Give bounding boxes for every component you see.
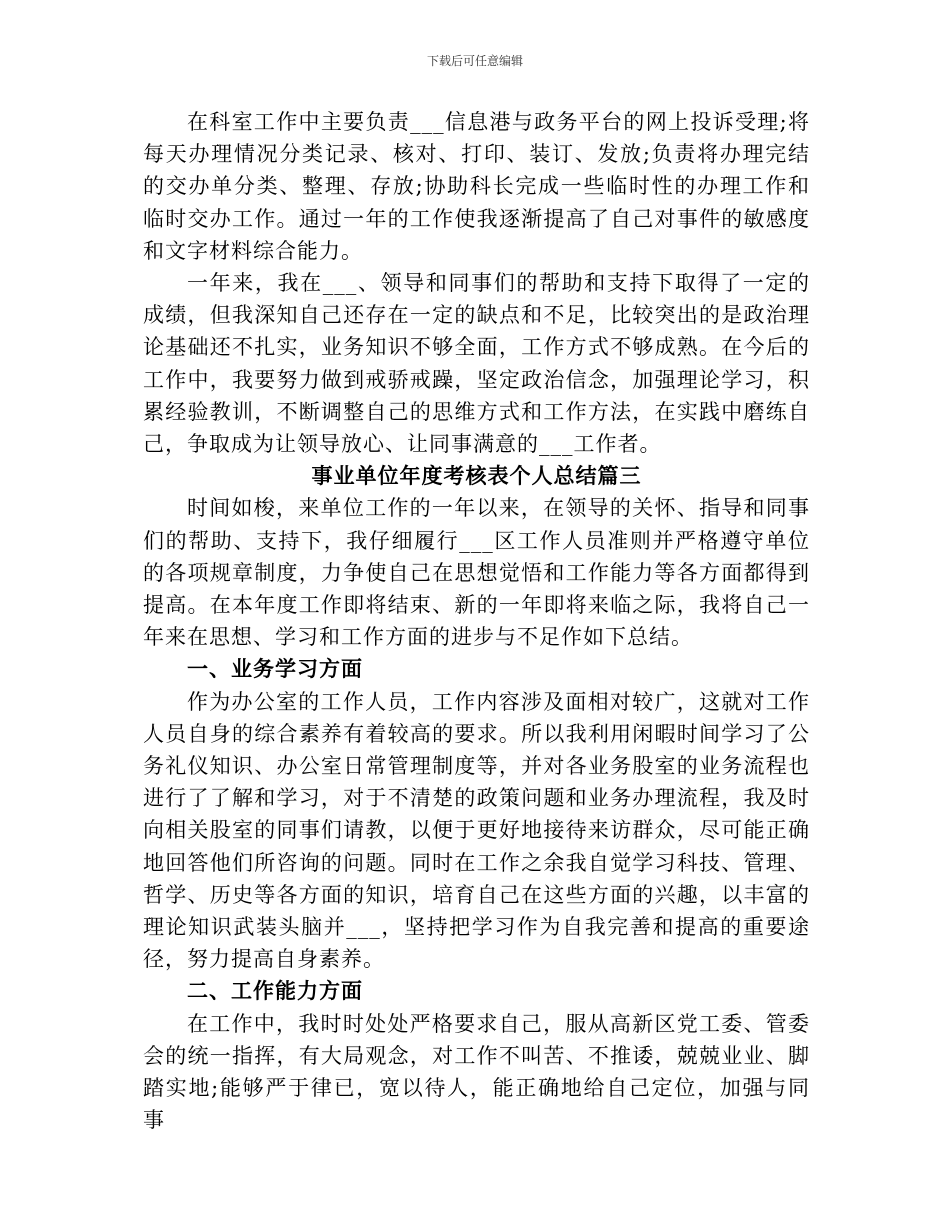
paragraph-1: 在科室工作中主要负责___信息港与政务平台的网上投诉受理;将每天办理情况分类记录、核对、打印、装订、发放;负责将办理完结的交办单分类、整理、存放;协助科长完成一些临时性的办理工作和临时交办工作。通过一年的工作使我逐渐提高了自己对事件的敏感度和文字材料综合能力。 [143,110,810,263]
header-note: 下载后可任意编辑 [426,54,523,68]
paragraph-4: 作为办公室的工作人员，工作内容涉及面相对较广，这就对工作人员自身的综合素养有着较高的要求。所以我利用闲暇时间学习了公务礼仪知识、办公室日常管理制度等，并对各业务股室的业务流程也进行了了解和学习，对于不清楚的政策问题和业务办理流程，我及时向相关股室的同事们请教，以便于更好地接待来访群众，尽可能正确地回答他们所咨询的问题。同时在工作之余我自觉学习科技、管理、哲学、历史等各方面的知识，培育自己在这些方面的兴趣，以丰富的理论知识武装头脑并___，坚持把学习作为自我完善和提高的重要途径，努力提高自身素养。 [143,689,810,972]
heading-business-study: 一、业务学习方面 [187,656,363,682]
section-title: 事业单位年度考核表个人总结篇三 [311,463,642,489]
heading-work-ability: 二、工作能力方面 [187,978,363,1004]
document-body [143,106,810,1137]
paragraph-2: 一年来，我在___、领导和同事们的帮助和支持下取得了一定的成绩，但我深知自己还存在一定的缺点和不足，比较突出的是政治理论基础还不扎实，业务知识不够全面，工作方式不够成熟。在今后的工作中，我要努力做到戒骄戒躁，坚定政治信念，加强理论学习，积累经验教训，不断调整自己的思维方式和工作方法，在实践中磨练自己，争取成为让领导放心、让同事满意的___工作者。 [143,271,810,457]
paragraph-5: 在工作中，我时时处处严格要求自己，服从高新区党工委、管委会的统一指挥，有大局观念，对工作不叫苦、不推诿，兢兢业业、脚踏实地;能够严于律已，宽以待人，能正确地给自己定位，加强与同事 [143,1011,810,1133]
paragraph-3: 时间如梭，来单位工作的一年以来，在领导的关怀、指导和同事们的帮助、支持下，我仔细履行___区工作人员准则并严格遵守单位的各项规章制度，力争使自己在思想觉悟和工作能力等各方面都得到提高。在本年度工作即将结束、新的一年即将来临之际，我将自己一年来在思想、学习和工作方面的进步与不足作如下总结。 [143,496,810,650]
